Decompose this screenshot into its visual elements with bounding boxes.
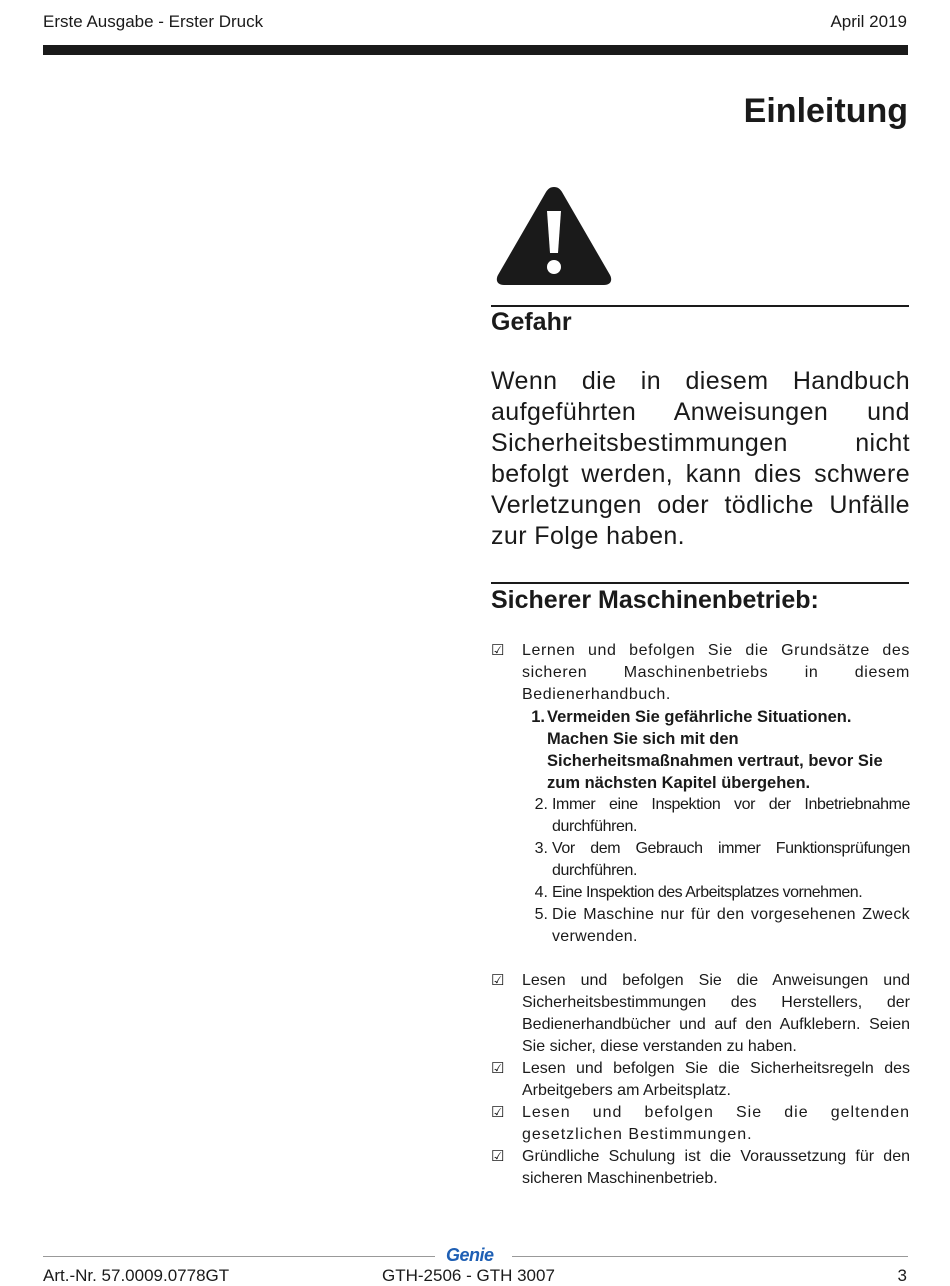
- footer-part-number: Art.-Nr. 57.0009.0778GT: [43, 1266, 230, 1285]
- step-number: 2.: [534, 796, 548, 813]
- step-number: 4.: [534, 884, 548, 901]
- footer-page-number: 3: [897, 1266, 907, 1285]
- page-title: Einleitung: [743, 92, 908, 130]
- footer-rule-right: [512, 1256, 908, 1257]
- step-number: 3.: [534, 840, 548, 857]
- divider-section: [491, 582, 909, 584]
- checkbox-icon: ☑: [491, 972, 505, 989]
- list-item: [491, 970, 910, 1058]
- list-item-text: Gründliche Schulung ist die Voraussetzung für den sicheren Maschinenbetrieb.: [522, 1148, 910, 1187]
- header-date: April 2019: [830, 12, 907, 31]
- danger-heading: Gefahr: [491, 308, 572, 336]
- genie-logo: Genie: [446, 1245, 494, 1265]
- checkbox-icon: ☑: [491, 1148, 505, 1165]
- step-text: Vermeiden Sie gefährliche Situationen. Machen Sie sich mit den Sicherheitsmaßnahmen vertraut, bevor Sie zum nächsten Kapitel übergehen.: [547, 708, 883, 792]
- list-item: [491, 1058, 910, 1102]
- checklist: [491, 640, 910, 1190]
- warning-triangle-icon: [494, 183, 614, 289]
- divider-gefahr: [491, 305, 909, 307]
- step-item: [522, 904, 910, 948]
- section-heading: Sicherer Maschinenbetrieb:: [491, 586, 819, 614]
- step-text: Immer eine Inspektion vor der Inbetriebnahme durchführen.: [552, 796, 910, 835]
- step-item: [522, 838, 910, 882]
- list-item: [491, 640, 910, 948]
- step-text: Die Maschine nur für den vorgesehenen Zweck verwenden.: [552, 906, 910, 945]
- step-text: Eine Inspektion des Arbeitsplatzes vornehmen.: [552, 884, 863, 901]
- checkbox-icon: ☑: [491, 642, 505, 659]
- header-edition: Erste Ausgabe - Erster Druck: [43, 12, 264, 31]
- header-bar: [43, 45, 908, 55]
- danger-text: Wenn die in diesem Handbuch aufgeführten Anweisungen und Sicherheitsbestimmungen nicht befolgt werden, kann dies schwere Verletzungen oder tödliche Unfälle zur Folge haben.: [491, 367, 910, 550]
- list-item: [491, 1146, 910, 1190]
- step-number: 5.: [534, 906, 548, 923]
- list-item: [491, 1102, 910, 1146]
- list-item-text: Lesen und befolgen Sie die Anweisungen und Sicherheitsbestimmungen des Herstellers, der Bedienerhandbücher und auf den Aufklebern. Seien Sie sicher, diese verstanden zu haben.: [522, 972, 910, 1055]
- step-number: 1.: [531, 708, 545, 726]
- list-item-text: Lernen und befolgen Sie die Grundsätze des sicheren Maschinenbetriebs in diesem Bedienerhandbuch.: [522, 642, 910, 703]
- step-item: [522, 882, 910, 904]
- list-item-text: Lesen und befolgen Sie die Sicherheitsregeln des Arbeitgebers am Arbeitsplatz.: [522, 1060, 910, 1099]
- list-item-text: Lesen und befolgen Sie die geltenden gesetzlichen Bestimmungen.: [522, 1104, 910, 1143]
- checkbox-icon: ☑: [491, 1104, 505, 1121]
- checkbox-icon: ☑: [491, 1060, 505, 1077]
- footer-models: GTH-2506 - GTH 3007: [382, 1266, 555, 1285]
- step-text: Vor dem Gebrauch immer Funktionsprüfungen durchführen.: [552, 840, 910, 879]
- step-item: [522, 794, 910, 838]
- footer-rule-left: [43, 1256, 435, 1257]
- step-item: [522, 706, 910, 794]
